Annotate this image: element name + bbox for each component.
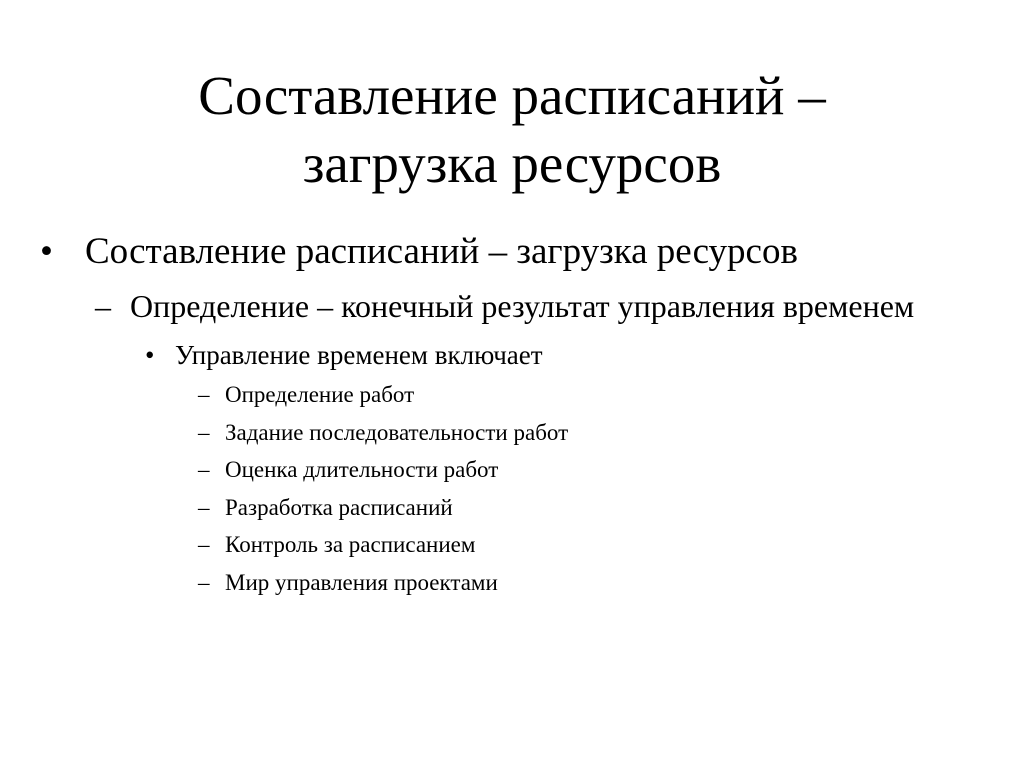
list-item-text: Задание последовательности работ <box>225 419 569 445</box>
list-item <box>198 564 990 602</box>
slide-title-line-1: Составление расписаний – <box>198 65 826 126</box>
list-item-text: Контроль за расписанием <box>225 532 476 557</box>
bullet-level-4-list <box>40 376 990 601</box>
list-item <box>198 526 990 564</box>
bullet-dash-icon: – <box>198 569 210 595</box>
bullet-dash-icon: – <box>198 419 210 445</box>
slide-content <box>40 226 990 601</box>
list-item <box>198 489 990 527</box>
list-item-text: Определение работ <box>225 382 415 407</box>
list-item-text: Оценка длительности работ <box>225 457 499 482</box>
bullet-level-3-text: Управление временем включает <box>175 340 543 370</box>
bullet-dot-icon: • <box>40 231 53 272</box>
bullet-dash-icon: – <box>198 532 210 557</box>
slide-title <box>60 62 964 198</box>
bullet-dash-icon: – <box>95 288 111 324</box>
bullet-dot-icon: • <box>145 340 155 370</box>
bullet-dash-icon: – <box>198 457 210 482</box>
slide-title-line-2: загрузка ресурсов <box>302 133 722 194</box>
bullet-dash-icon: – <box>198 494 210 520</box>
list-item-text: Разработка расписаний <box>225 494 453 520</box>
list-item <box>198 451 990 489</box>
bullet-level-2 <box>95 284 950 328</box>
bullet-level-1 <box>40 226 990 278</box>
bullet-level-2-text: Определение – конечный результат управления временем <box>130 288 915 324</box>
list-item-text: Мир управления проектами <box>225 569 498 595</box>
bullet-level-3 <box>145 337 990 373</box>
bullet-dash-icon: – <box>198 382 210 407</box>
bullet-level-1-text: Составление расписаний – загрузка ресурсов <box>85 231 798 272</box>
list-item <box>198 376 990 414</box>
list-item <box>198 414 990 452</box>
